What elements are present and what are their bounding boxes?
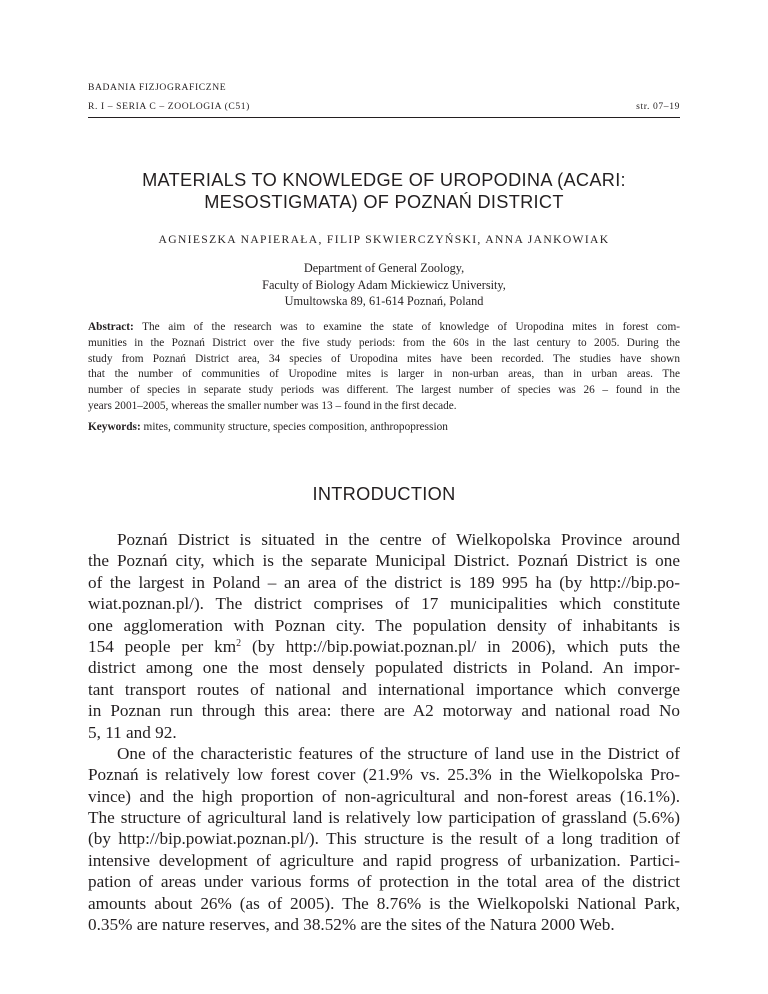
affiliation-line: Umultowska 89, 61-614 Poznań, Poland	[284, 294, 484, 308]
abstract-line: number of species in separate study periods was different. The largest number of species was 26 – found in the	[88, 384, 680, 397]
title-line: MATERIALS TO KNOWLEDGE OF UROPODINA (ACARI:	[142, 170, 626, 190]
abstract-line: study from Poznań District area, 34 species of Uropodina mites have been recorded. The studies have shown	[88, 352, 680, 365]
introduction-body	[88, 529, 680, 935]
abstract-line: munities in the Poznań District over the five study periods: from the 60s in the last century to 2005. During the	[88, 336, 680, 349]
body-line: wiat.poznan.pl/). The district comprises of 17 municipalities which constitute	[88, 594, 680, 614]
body-line: district among one the most densely populated districts in Poland. An impor-	[88, 658, 680, 678]
abstract-label: Abstract:	[88, 321, 134, 333]
keywords	[88, 420, 680, 436]
body-line: the Poznań city, which is the separate Municipal District. Poznań District is one	[88, 551, 680, 571]
author-list: AGNIESZKA NAPIERAŁA, FILIP SKWIERCZYŃSKI, ANNA JANKOWIAK	[158, 233, 610, 246]
affiliation-line: Department of General Zoology,	[303, 261, 465, 275]
abstract-text: The aim of the research was to examine the state of knowledge of Uropodina mites in forest com-	[142, 321, 681, 333]
title-line: MESOSTIGMATA) OF POZNAŃ DISTRICT	[204, 192, 564, 212]
affiliation	[88, 260, 680, 310]
body-line: of the largest in Poland – an area of the district is 189 995 ha (by http://bip.po-	[88, 572, 680, 592]
body-line: vince) and the high proportion of non-agricultural and non-forest areas (16.1%).	[88, 786, 680, 806]
body-line: amounts about 26% (as of 2005). The 8.76% is the Wielkopolski National Park,	[88, 893, 680, 913]
body-line: one agglomeration with Poznan city. The population density of inhabitants is	[88, 615, 680, 635]
section-heading: INTRODUCTION	[312, 484, 456, 504]
body-line: Poznań is relatively low forest cover (21.9% vs. 25.3% in the Wielkopolska Pro-	[88, 765, 680, 785]
running-head	[88, 78, 680, 116]
keywords-label: Keywords:	[88, 421, 141, 433]
superscript: 2	[236, 637, 242, 649]
body-fragment: (by http://bip.powiat.poznan.pl/ in 2006), which puts the	[251, 636, 680, 656]
abstract-line: that the number of communities of Uropodine mites is larger in non-urban areas, than in urban areas. The	[88, 368, 680, 381]
abstract	[88, 320, 680, 415]
body-fragment: 154 people per km	[88, 636, 237, 656]
body-line: (by http://bip.powiat.poznan.pl/). This structure is the result of a long tradition of	[88, 829, 680, 849]
body-line: in Poznan run through this area: there are A2 motorway and national road No	[88, 701, 680, 721]
body-line: Poznań District is situated in the centre of Wielkopolska Province around	[117, 530, 680, 549]
body-line: The structure of agricultural land is relatively low participation of grassland (5.6%)	[88, 808, 680, 828]
keywords-text: mites, community structure, species composition, anthropopression	[143, 421, 448, 433]
body-line: One of the characteristic features of the structure of land use in the District of	[117, 743, 680, 763]
affiliation-line: Faculty of Biology Adam Mickiewicz University,	[262, 277, 506, 292]
body-line: tant transport routes of national and international importance which converge	[88, 679, 680, 699]
abstract-line	[88, 320, 680, 336]
page-range: str. 07–19	[636, 101, 680, 112]
body-line: pation of areas under various forms of protection in the total area of the district	[88, 872, 680, 892]
journal-name: BADANIA FIZJOGRAFICZNE	[88, 82, 227, 93]
body-line: 5, 11 and 92.	[88, 722, 177, 742]
journal-series: R. I – SERIA C – ZOOLOGIA (C51)	[88, 101, 250, 112]
header-rule	[88, 117, 680, 118]
body-line: intensive development of agriculture and rapid progress of urbanization. Partici-	[88, 850, 680, 870]
body-line	[88, 636, 680, 657]
body-line: 0.35% are nature reserves, and 38.52% are the sites of the Natura 2000 Web.	[88, 915, 615, 935]
article-title	[88, 169, 680, 213]
abstract-line: years 2001–2005, whereas the smaller number was 13 – found in the first decade.	[88, 399, 457, 412]
